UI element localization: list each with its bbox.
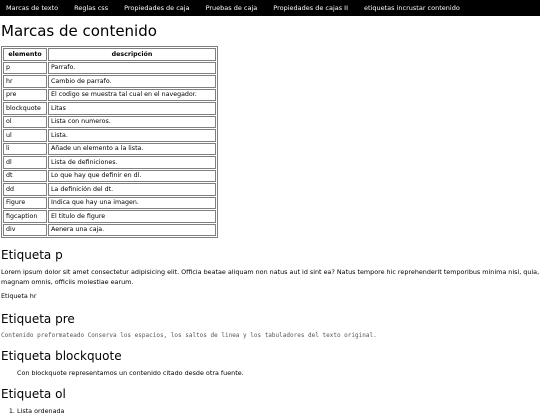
label-etiqueta-hr: Etiqueta hr [1,292,37,300]
table-cell-descripcion: Litas [48,102,216,115]
nav-link-pruebas-de-caja[interactable]: Pruebas de caja [205,4,258,12]
table-row [3,62,216,75]
table-cell-elemento: dd [3,183,47,196]
preformatted-text: Contenido preformateado Conserva los espacios, los saltos de linea y los tabuladores del texto original. [1,331,377,339]
table-row [3,143,216,156]
nav-link-reglas-css[interactable]: Reglas css [74,4,109,12]
table-row [3,156,216,169]
table-cell-elemento: ul [3,129,47,142]
table-header-descripcion: descripción [48,48,216,61]
table-cell-elemento: Figure [3,197,47,210]
table-cell-elemento: hr [3,75,47,88]
nav-link-propiedades-de-cajas-ii[interactable]: Propiedades de cajas II [273,4,349,12]
table-row [3,210,216,223]
table-cell-elemento: dt [3,170,47,183]
nav-link-propiedades-de-caja[interactable]: Propiedades de caja [124,4,190,12]
table-cell-elemento: p [3,62,47,75]
table-row [3,89,216,102]
table-cell-elemento: pre [3,89,47,102]
table-row [3,102,216,115]
table-cell-elemento: div [3,224,47,237]
section-etiqueta-ol [1,387,540,415]
table-cell-descripcion: Aenera una caja. [48,224,216,237]
page-title: Marcas de contenido [1,22,157,40]
table-cell-descripcion: Lista con numeros. [48,116,216,129]
table-row [3,183,216,196]
paragraph-lorem: Lorem ipsum dolor sit amet consectetur adipisicing elit. Officia beatae aliquam non natus aut id sint ea? Natus tempore hic reprehenderit temporibus minima nisi, quia, magnam omnis, officiis molestiae earum. [1,268,540,286]
section-heading-pre: Etiqueta pre [1,311,75,326]
main-content [0,22,540,415]
section-etiqueta-p [1,248,540,302]
list-item: 1. Lista ordenada [17,407,540,415]
table-cell-elemento: figcaption [3,210,47,223]
table-cell-descripcion: Cambio de parrafo. [48,75,216,88]
table-cell-descripcion: Añade un elemento a la lista. [48,143,216,156]
section-heading-blockquote: Etiqueta blockquote [1,348,122,363]
section-heading-ol: Etiqueta ol [1,386,66,401]
table-row [3,170,216,183]
nav-link-etiquetas-incrustar-contenido[interactable]: etiquetas incrustar contenido [364,4,460,12]
table-row [3,75,216,88]
table-row [3,224,216,237]
tags-table [1,46,218,238]
table-cell-descripcion: Parrafo. [48,62,216,75]
table-cell-elemento: blockquote [3,102,47,115]
table-header-row [3,48,216,61]
table-cell-descripcion: Lista. [48,129,216,142]
table-cell-descripcion: La definición del dt. [48,183,216,196]
nav-link-marcas-de-texto[interactable]: Marcas de texto [6,4,59,12]
table-header-elemento: elemento [3,48,47,61]
section-etiqueta-blockquote [1,349,540,377]
table-row [3,129,216,142]
top-navigation [0,0,540,16]
table-cell-elemento: li [3,143,47,156]
table-cell-descripcion: Lo que hay que definir en dl. [48,170,216,183]
table-cell-elemento: ol [3,116,47,129]
table-cell-descripcion: Lista de definiciones. [48,156,216,169]
table-row [3,197,216,210]
blockquote-text: Con blockquote representamos un contenido citado desde otra fuente. [17,368,244,377]
table-cell-descripcion: Indica que hay una imagen. [48,197,216,210]
table-cell-descripcion: El codigo se muestra tal cual en el navegador. [48,89,216,102]
table-cell-descripcion: El titulo de figure [48,210,216,223]
table-row [3,116,216,129]
section-heading-p: Etiqueta p [1,248,63,262]
section-etiqueta-pre [1,312,540,339]
ordered-list [1,407,540,415]
table-cell-elemento: dl [3,156,47,169]
